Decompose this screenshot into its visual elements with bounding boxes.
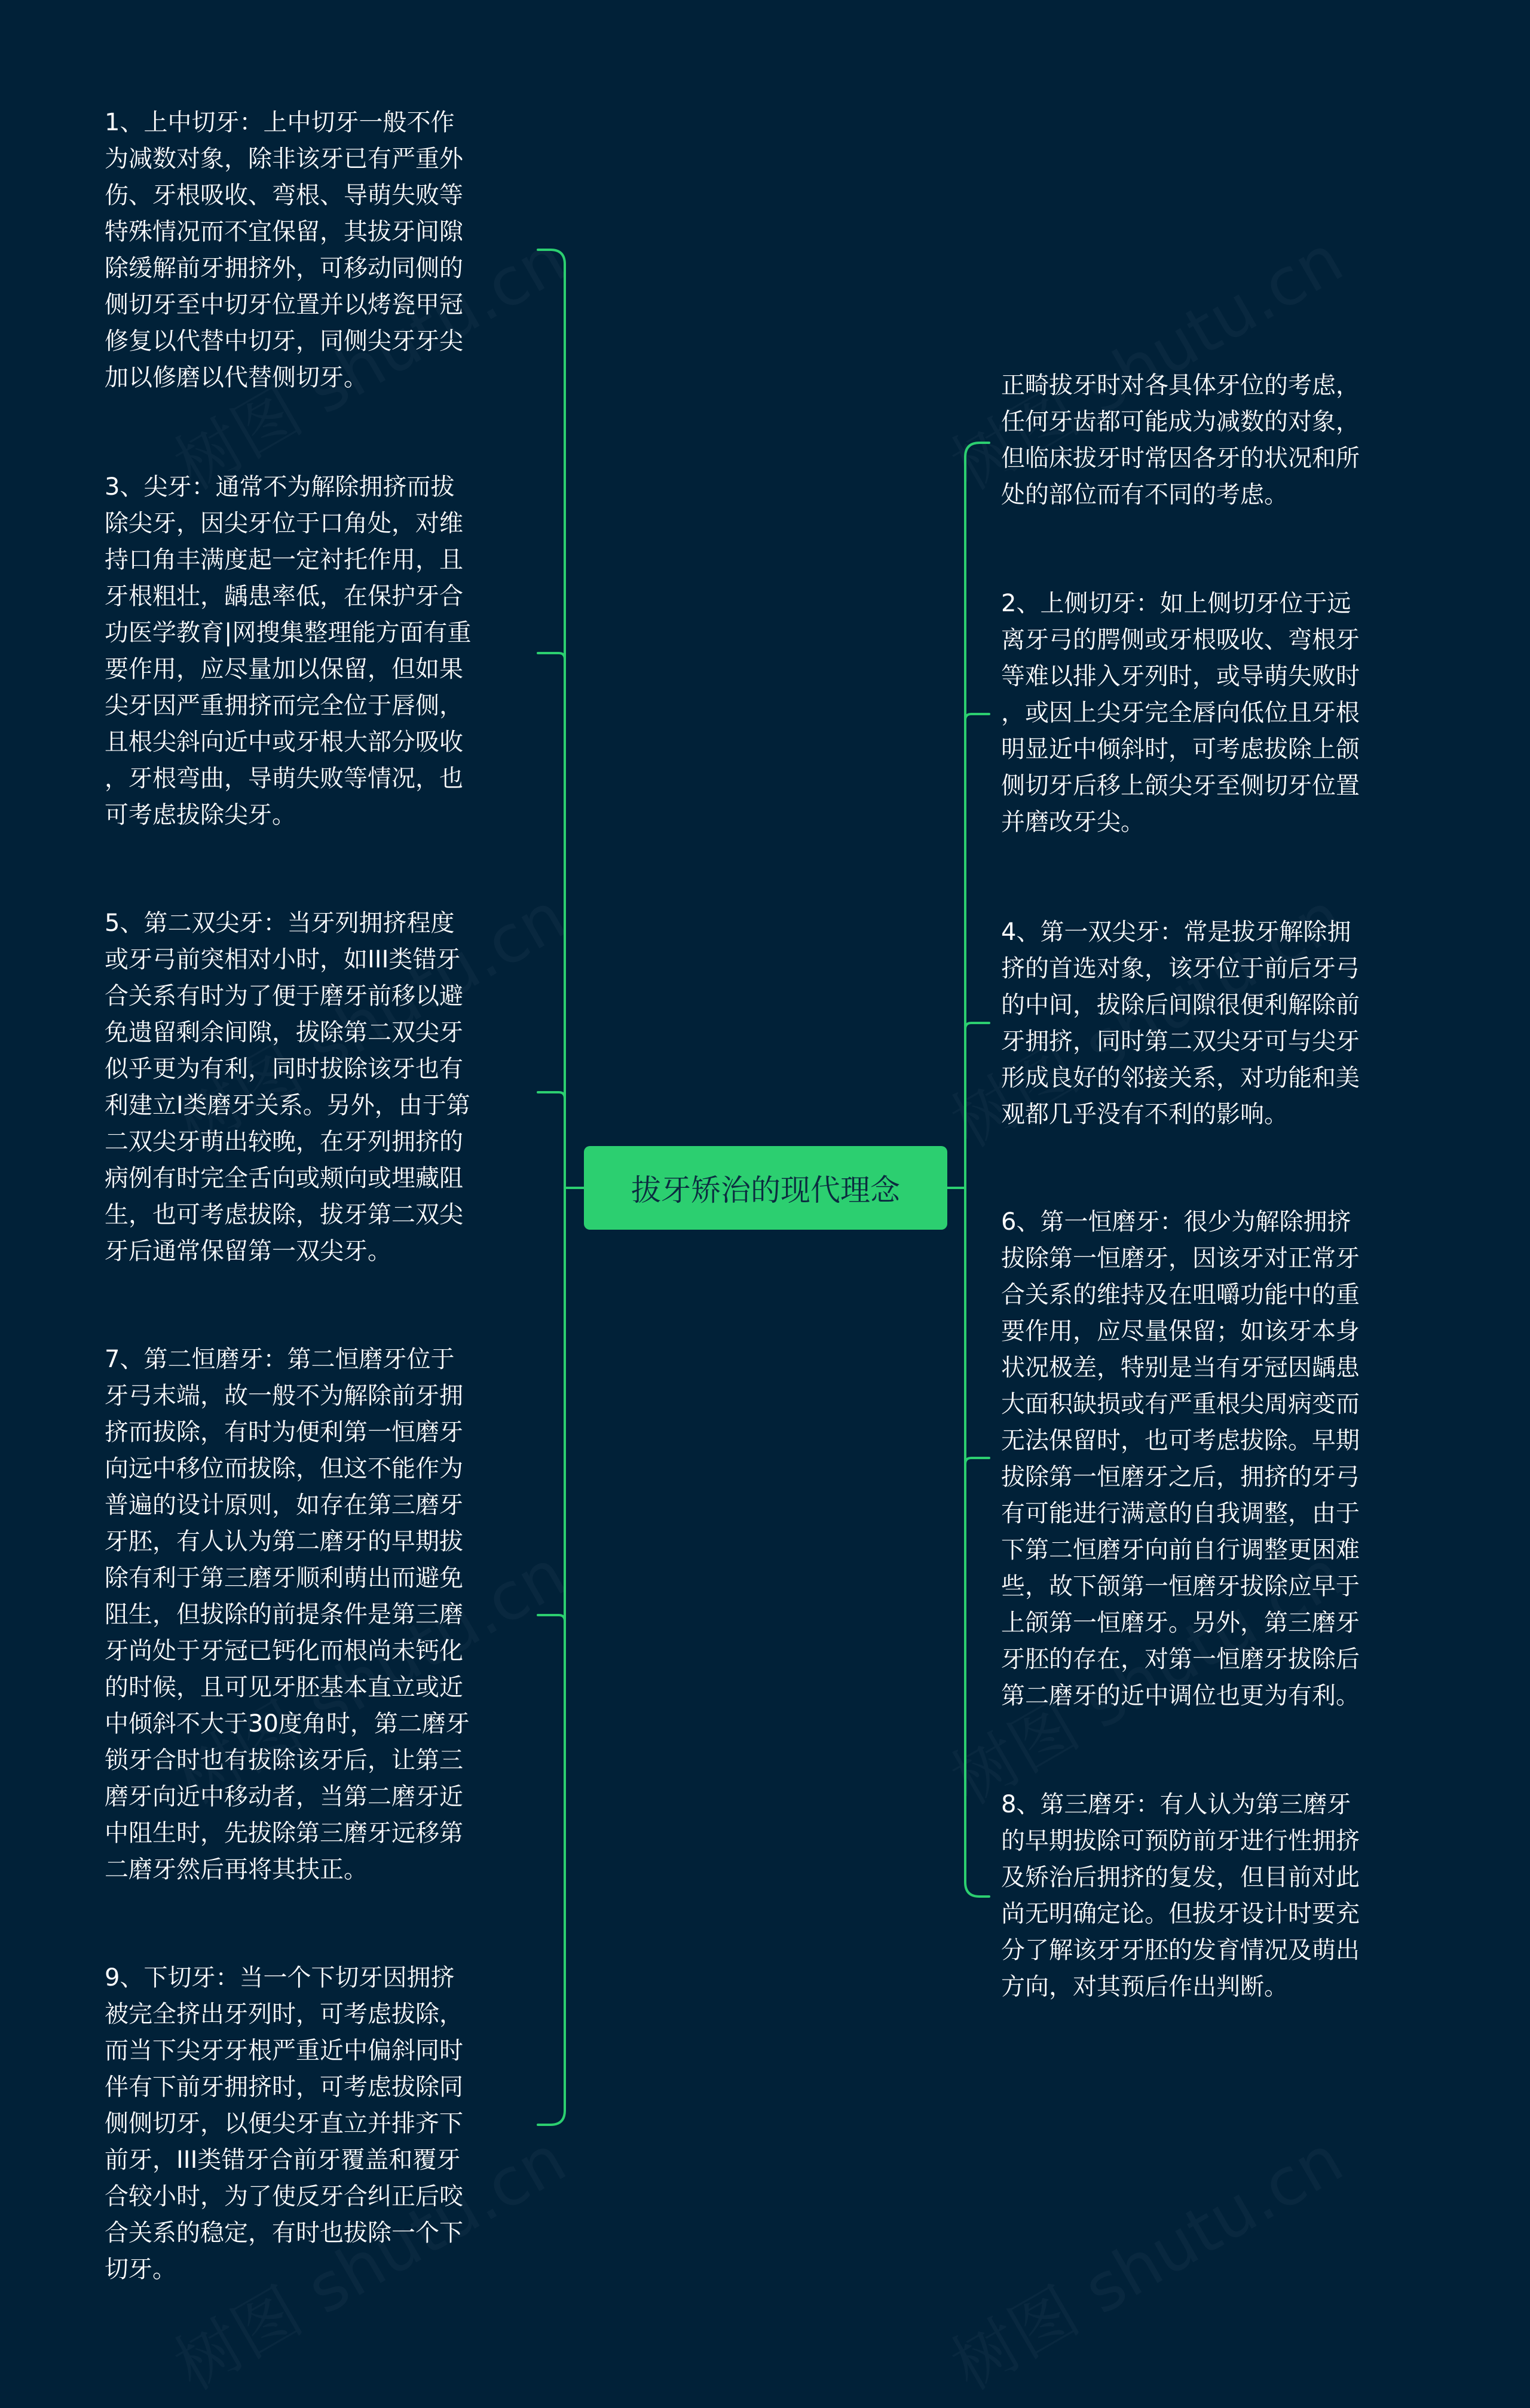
node-text-line: 1、上中切牙：上中切牙一般不作 (105, 109, 455, 136)
node-text-line: 侧侧切牙，以便尖牙直立并排齐下 (105, 2110, 463, 2137)
node-text-line: 普遍的设计原则，如存在第三磨牙 (105, 1491, 463, 1519)
node-second-premolar[interactable] (105, 905, 523, 1270)
node-text-line: 磨牙向近中移动者，当第二磨牙近 (105, 1783, 463, 1810)
node-text-line: 合关系的稳定，有时也拔除一个下 (105, 2219, 463, 2247)
node-text-line: 状况极差，特别是当有牙冠因龋患 (1001, 1354, 1360, 1381)
node-first-premolar[interactable] (1001, 914, 1416, 1133)
node-text-line: 3、尖牙：通常不为解除拥挤而拔 (105, 473, 455, 501)
node-text-line: 等难以排入牙列时，或导萌失败时 (1001, 663, 1360, 690)
edge-left-3 (538, 1092, 565, 1098)
node-text-line: 及矫治后拥挤的复发，但目前对此 (1001, 1864, 1360, 1891)
node-text-line: 特殊情况而不宜保留，其拔牙间隙 (105, 218, 463, 246)
node-text-line: 持口角丰满度起一定衬托作用，且 (105, 546, 463, 574)
node-text-line: 除有利于第三磨牙顺利萌出而避免 (105, 1564, 463, 1592)
node-text-line: 牙胚的存在，对第一恒磨牙拔除后 (1001, 1646, 1360, 1673)
node-text-line: 的早期拔除可预防前牙进行性拥挤 (1001, 1827, 1360, 1855)
node-text-line: 拔除第一恒磨牙之后，拥挤的牙弓 (1001, 1463, 1360, 1491)
node-text-line: 被完全挤出牙列时，可考虑拔除， (105, 2000, 463, 2028)
node-text-line: 牙胚，有人认为第二磨牙的早期拔 (105, 1528, 463, 1555)
root-node[interactable] (584, 1146, 947, 1230)
node-text-line: 中倾斜不大于30度角时，第二磨牙 (105, 1710, 470, 1738)
node-text-line: 8、第三磨牙：有人认为第三磨牙 (1001, 1791, 1351, 1818)
node-text-line: 牙拥挤，同时第二双尖牙可与尖牙 (1001, 1028, 1360, 1055)
node-upper-central-incisor[interactable] (105, 105, 523, 396)
node-text-line: 的中间，拔除后间隙很便利解除前 (1001, 991, 1360, 1019)
node-text-line: 伴有下前牙拥挤时，可考虑拔除同 (105, 2073, 463, 2101)
node-text-line: 前牙，III类错牙合前牙覆盖和覆牙 (105, 2146, 461, 2174)
node-first-molar[interactable] (1001, 1204, 1416, 1714)
node-text-line: 似乎更为有利，同时拔除该牙也有 (105, 1055, 463, 1083)
node-text-line: 观都几乎没有不利的影响。 (1001, 1101, 1288, 1128)
node-text-line: 中阻生时，先拔除第三磨牙远移第 (105, 1819, 463, 1847)
node-text-line: ，或因上尖牙完全唇向低位且牙根 (1001, 699, 1360, 727)
node-text-line: 合关系有时为了便于磨牙前移以避 (105, 982, 463, 1010)
node-text-line: 免遗留剩余间隙，拔除第二双尖牙 (105, 1019, 463, 1046)
root-label: 拔牙矫治的现代理念 (631, 1173, 900, 1208)
node-text-line: 形成良好的邻接关系，对功能和美 (1001, 1064, 1360, 1092)
node-text-line: 阻生，但拔除的前提条件是第三磨 (105, 1601, 463, 1628)
node-text-line: 伤、牙根吸收、弯根、导萌失败等 (105, 182, 463, 209)
node-text-line: 牙后通常保留第一双尖牙。 (105, 1237, 391, 1265)
node-text-line: 正畸拔牙时对各具体牙位的考虑， (1001, 372, 1360, 399)
node-text-line: 尚无明确定论。但拔牙设计时要充 (1001, 1900, 1360, 1928)
node-text-line: 离牙弓的腭侧或牙根吸收、弯根牙 (1001, 626, 1360, 654)
node-canine[interactable] (105, 469, 523, 834)
node-text-line: 利建立I类磨牙关系。另外，由于第 (105, 1092, 470, 1119)
node-text-line: 要作用，应尽量保留；如该牙本身 (1001, 1318, 1360, 1345)
node-text-line: 向远中移位而拔除，但这不能作为 (105, 1455, 463, 1482)
node-text-line: 二双尖牙萌出较晚，在牙列拥挤的 (105, 1128, 463, 1156)
node-text-line: 为减数对象，除非该牙已有严重外 (105, 145, 463, 173)
node-text-line: 有可能进行满意的自我调整，由于 (1001, 1500, 1360, 1527)
node-text-line: 第二磨牙的近中调位也更为有利。 (1001, 1682, 1360, 1710)
edge-right-1 (965, 443, 989, 457)
node-text-line: 6、第一恒磨牙：很少为解除拥挤 (1001, 1208, 1351, 1236)
edge-left-1 (538, 250, 565, 264)
node-text-line: 明显近中倾斜时，可考虑拔除上颌 (1001, 736, 1360, 763)
node-text-line: 牙弓末端，故一般不为解除前牙拥 (105, 1382, 463, 1410)
node-text-line: 无法保留时，也可考虑拔除。早期 (1001, 1427, 1360, 1454)
node-lower-incisor[interactable] (105, 1960, 523, 2288)
node-text-line: 要作用，应尽量加以保留，但如果 (105, 655, 463, 683)
edge-right-3 (965, 1023, 989, 1029)
node-text-line: 除缓解前牙拥挤外，可移动同侧的 (105, 255, 463, 282)
node-text-line: 合关系的维持及在咀嚼功能中的重 (1001, 1281, 1360, 1309)
node-text-line: 拔除第一恒磨牙，因该牙对正常牙 (1001, 1245, 1360, 1272)
node-text-line: ，牙根弯曲，导萌失败等情况，也 (105, 765, 463, 792)
node-text-line: 大面积缺损或有严重根尖周病变而 (1001, 1390, 1360, 1418)
node-text-line: 9、下切牙：当一个下切牙因拥挤 (105, 1964, 455, 1992)
node-text-line: 锁牙合时也有拔除该牙后，让第三 (105, 1747, 463, 1774)
edge-left-2 (538, 653, 565, 659)
node-text-line: 分了解该牙牙胚的发育情况及萌出 (1001, 1937, 1360, 1964)
node-text-line: 而当下尖牙牙根严重近中偏斜同时 (105, 2037, 463, 2064)
node-text-line: 修复以代替中切牙，同侧尖牙牙尖 (105, 327, 463, 355)
node-text-line: 上颌第一恒磨牙。另外，第三磨牙 (1001, 1609, 1360, 1637)
node-text-line: 除尖牙，因尖牙位于口角处，对维 (105, 510, 463, 537)
edge-right-4 (965, 1458, 989, 1464)
node-upper-lateral-incisor[interactable] (1001, 586, 1416, 841)
node-text-line: 5、第二双尖牙：当牙列拥挤程度 (105, 909, 455, 937)
node-text-line: 挤的首选对象，该牙位于前后牙弓 (1001, 955, 1360, 982)
node-text-line: 并磨改牙尖。 (1001, 808, 1145, 836)
node-text-line: 挤而拔除，有时为便利第一恒磨牙 (105, 1419, 463, 1446)
node-text-line: 些，故下颌第一恒磨牙拔除应早于 (1001, 1573, 1360, 1600)
node-text-line: 下第二恒磨牙向前自行调整更困难 (1001, 1536, 1360, 1564)
node-text-line: 尖牙因严重拥挤而完全位于唇侧， (105, 692, 463, 719)
node-text-line: 牙根粗壮，龋患率低，在保护牙合 (105, 583, 463, 610)
node-text-line: 且根尖斜向近中或牙根大部分吸收 (105, 728, 463, 756)
node-text-line: 生，也可考虑拔除，拔牙第二双尖 (105, 1201, 463, 1228)
node-text-line: 2、上侧切牙：如上侧切牙位于远 (1001, 590, 1351, 617)
edge-right-5 (965, 1882, 989, 1897)
node-text-line: 的时候，且可见牙胚基本直立或近 (105, 1674, 463, 1701)
node-third-molar[interactable] (1001, 1787, 1416, 2005)
node-text-line: 病例有时完全舌向或颊向或埋藏阻 (105, 1165, 463, 1192)
node-text-line: 牙尚处于牙冠已钙化而根尚未钙化 (105, 1637, 463, 1665)
node-general-consideration[interactable] (1001, 367, 1416, 513)
node-text-line: 切牙。 (105, 2256, 176, 2283)
edge-left-4 (538, 1615, 565, 1621)
node-text-line: 加以修磨以代替侧切牙。 (105, 364, 368, 391)
node-text-line: 4、第一双尖牙：常是拔牙解除拥 (1001, 918, 1351, 946)
node-text-line: 可考虑拔除尖牙。 (105, 801, 296, 829)
node-text-line: 或牙弓前突相对小时，如III类错牙 (105, 946, 461, 973)
node-text-line: 功医学教育|网搜集整理能方面有重 (105, 619, 472, 647)
node-second-molar[interactable] (105, 1341, 523, 1888)
edge-left-5 (538, 2110, 565, 2125)
node-text-line: 二磨牙然后再将其扶正。 (105, 1856, 368, 1883)
node-text-line: 侧切牙至中切牙位置并以烤瓷甲冠 (105, 291, 463, 318)
edge-right-2 (965, 714, 989, 720)
node-text-line: 合较小时，为了使反牙合纠正后咬 (105, 2183, 463, 2210)
node-text-line: 处的部位而有不同的考虑。 (1001, 481, 1288, 508)
node-text-line: 方向，对其预后作出判断。 (1001, 1973, 1288, 2000)
node-text-line: 任何牙齿都可能成为减数的对象， (1001, 408, 1360, 436)
node-text-line: 7、第二恒磨牙：第二恒磨牙位于 (105, 1346, 455, 1373)
node-text-line: 但临床拔牙时常因各牙的状况和所 (1001, 445, 1360, 472)
node-text-line: 侧切牙后移上颌尖牙至侧切牙位置 (1001, 772, 1360, 799)
